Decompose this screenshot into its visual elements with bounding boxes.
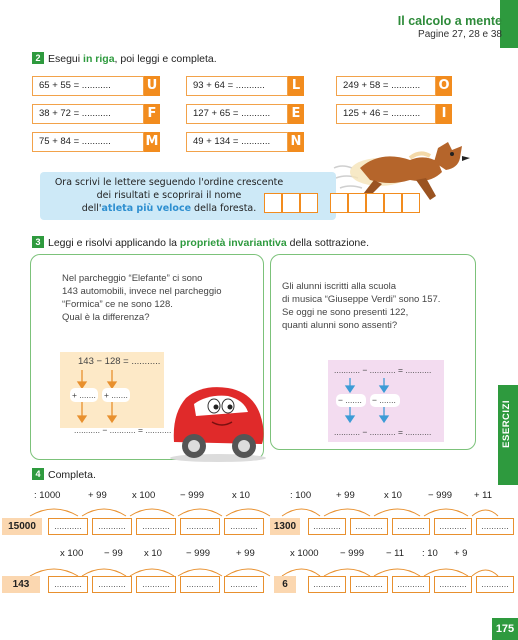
chain-operator: − 99	[104, 548, 123, 559]
section-tab-label: ESERCIZI	[501, 400, 512, 448]
chain-operator: − 999	[428, 490, 453, 501]
letter-badge: U	[144, 76, 160, 96]
answer-box[interactable]: ...........	[180, 576, 220, 593]
music-equation[interactable]: ........... − ........... = ...........	[334, 365, 432, 375]
chain-operator: + 99	[236, 548, 255, 559]
addition-item[interactable]: 93 + 64 = ...........	[186, 76, 288, 96]
chain-operator: : 100	[290, 490, 312, 501]
answer-box[interactable]: ...........	[308, 576, 346, 593]
answer-letter-box[interactable]	[366, 193, 384, 213]
chain-start-value: 6	[274, 576, 296, 593]
answer-box[interactable]: ...........	[308, 518, 346, 535]
exercise-2-instruction: 2 Esegui in riga, poi leggi e completa.	[32, 52, 217, 65]
answer-box[interactable]: ...........	[92, 518, 132, 535]
red-car-illustration	[166, 382, 270, 464]
parking-equation[interactable]: 143 − 128 = ...........	[78, 356, 161, 367]
letter-badge: L	[288, 76, 304, 96]
answer-box[interactable]: ...........	[48, 518, 88, 535]
addition-item[interactable]: 249 + 58 = ...........	[336, 76, 436, 96]
letter-badge: F	[144, 104, 160, 124]
chain-operator: + 11	[474, 490, 493, 501]
exercise-number: 4	[32, 468, 44, 480]
answer-box[interactable]: ...........	[136, 576, 176, 593]
answer-box[interactable]: ...........	[136, 518, 176, 535]
addition-item[interactable]: 127 + 65 = ...........	[186, 104, 288, 124]
answer-box[interactable]: ...........	[476, 576, 514, 593]
addition-item[interactable]: 38 + 72 = ...........	[32, 104, 144, 124]
addition-item[interactable]: 65 + 55 = ...........	[32, 76, 144, 96]
answer-box[interactable]: ...........	[476, 518, 514, 535]
answer-box[interactable]: ...........	[434, 518, 472, 535]
chain-operator: x 1000	[290, 548, 319, 559]
chain-start-value: 15000	[2, 518, 42, 535]
chain-operator: : 10	[422, 548, 438, 559]
corner-tab	[500, 0, 518, 48]
chain-operator: x 100	[60, 548, 84, 559]
exercise-number: 3	[32, 236, 44, 248]
answer-box[interactable]: ...........	[224, 518, 264, 535]
operator-input[interactable]: + .......	[72, 390, 96, 400]
answer-box[interactable]: ...........	[350, 518, 388, 535]
chain-operator: x 100	[132, 490, 156, 501]
answer-box[interactable]: ...........	[350, 576, 388, 593]
addition-item[interactable]: 125 + 46 = ...........	[336, 104, 436, 124]
parking-result-equation[interactable]: ........... − ........... = ...........	[74, 425, 172, 435]
answer-letter-box[interactable]	[402, 193, 420, 213]
answer-box[interactable]: ...........	[392, 576, 430, 593]
chain-operator: − 11	[386, 548, 405, 559]
letter-badge: N	[288, 132, 304, 152]
page-reference: Pagine 27, 28 e 38	[418, 29, 502, 40]
answer-letter-box[interactable]	[384, 193, 402, 213]
answer-letter-box[interactable]	[348, 193, 366, 213]
letter-badge: I	[436, 104, 452, 124]
addition-item[interactable]: 49 + 134 = ...........	[186, 132, 288, 152]
parking-problem-text: Nel parcheggio “Elefante” ci sono 143 automobili, invece nel parcheggio “Formica” ce ne sono 128. Qual è la differenza?	[62, 273, 222, 323]
chain-operator: : 1000	[34, 490, 61, 501]
operator-input[interactable]: − .......	[338, 395, 362, 405]
operator-input[interactable]: − .......	[372, 395, 396, 405]
puzzle-instruction: Ora scrivi le lettere seguendo l'ordine crescente dei risultati e scoprirai il nome dell'atleta più veloce della foresta.	[54, 177, 284, 214]
chain-operator: + 99	[336, 490, 355, 501]
answer-box[interactable]: ...........	[434, 576, 472, 593]
letter-badge: M	[144, 132, 160, 152]
exercise-number: 2	[32, 52, 44, 64]
chain-operator: x 10	[384, 490, 402, 501]
chain-operator: − 999	[186, 548, 211, 559]
chain-start-value: 143	[2, 576, 40, 593]
chain-operator: x 10	[232, 490, 250, 501]
answer-letter-box[interactable]	[330, 193, 348, 213]
chain-operator: − 999	[180, 490, 205, 501]
answer-box[interactable]: ...........	[48, 576, 88, 593]
answer-letter-box[interactable]	[300, 193, 318, 213]
answer-box[interactable]: ...........	[180, 518, 220, 535]
music-result-equation[interactable]: ........... − ........... = ...........	[334, 427, 432, 437]
chain-operator: x 10	[144, 548, 162, 559]
chapter-title: Il calcolo a mente	[397, 14, 502, 28]
letter-badge: E	[288, 104, 304, 124]
answer-box[interactable]: ...........	[392, 518, 430, 535]
operator-input[interactable]: + .......	[104, 390, 128, 400]
answer-box[interactable]: ...........	[92, 576, 132, 593]
music-school-problem-text: Gli alunni iscritti alla scuola di musica “Giuseppe Verdi” sono 157. Se oggi ne sono presenti 122, quanti alunni sono assenti?	[282, 281, 441, 331]
chain-operator: + 9	[454, 548, 468, 559]
answer-box[interactable]: ...........	[224, 576, 264, 593]
letter-badge: O	[436, 76, 452, 96]
exercise-4-instruction: 4 Completa.	[32, 468, 96, 481]
page-number: 175	[492, 618, 518, 640]
chain-operator: + 99	[88, 490, 107, 501]
exercise-3-instruction: 3 Leggi e risolvi applicando la proprietà invariantiva della sottrazione.	[32, 236, 369, 249]
chain-operator: − 999	[340, 548, 365, 559]
answer-letter-box[interactable]	[282, 193, 300, 213]
answer-letter-box[interactable]	[264, 193, 282, 213]
chain-start-value: 1300	[270, 518, 300, 535]
addition-item[interactable]: 75 + 84 = ...........	[32, 132, 144, 152]
